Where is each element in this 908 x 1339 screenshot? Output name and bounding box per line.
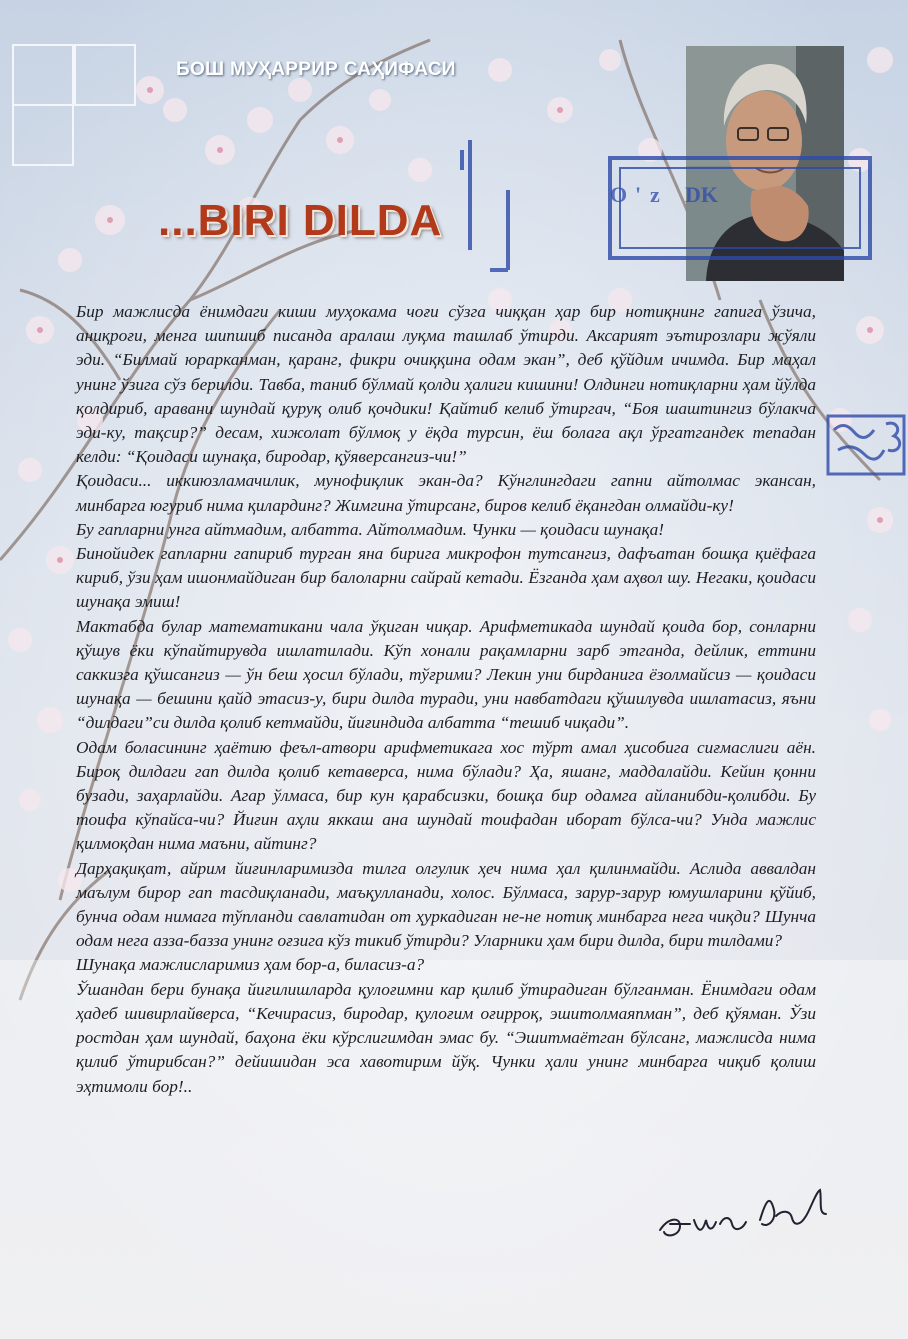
article-paragraph: Дарҳақиқат, айрим йиғинларимизда тилга олгулик ҳеч нима ҳал қилинмайди. Аслида аввалдан маълум бирор гап тасдиқланади, маъқулланади, холос. Бўлмаса, зарур-зарур юмушларини қўйиб, бунча одам нимага тўпланди савлатидан от ҳуркадиган не-не нотиқ минбарга нега чиқди? Шунча одам нега азза-базза унинг оғзига кўз тикиб ўтирди? Уларники ҳам бири дилда, бири тилдами? — [76, 858, 816, 951]
article-paragraph: Ўшандан бери бунақа йиғилишларда қулоғимни кар қилиб ўтирадиган бўлганман. Ёнимдаги одам ҳадеб шивирлайверса, “Кечирасиз, биродар, қулоғим оғирроқ, эшитолмаяпман”, деб қўяман. Ўзи ростдан ҳам шундай, баҳона ёки кўрслигимдан эмас бу. “Эшитмаётган бўлсанг, мажлисда нима қилиб ўтирибсан?” дейишидан эса хавотирим йўқ. Чунки ҳали унинг минбарга чиқиб қолиш эҳтимоли бор!.. — [76, 979, 816, 1096]
svg-text:DK: DK — [685, 182, 718, 207]
article-paragraph: Бу гапларни унга айтмадим, албатта. Айтолмадим. Чунки — қоидаси шунақа! — [76, 519, 664, 539]
svg-text:O: O — [610, 182, 628, 207]
section-title: БОШ МУҲАРРИР САҲИФАСИ — [176, 59, 456, 80]
corner-squares-decoration — [12, 44, 136, 166]
author-signature — [650, 1180, 850, 1250]
headline: ...BIRI DILDA — [158, 196, 443, 245]
inventory-stamp — [824, 410, 908, 478]
svg-text:': ' — [635, 182, 642, 207]
article-paragraph: Мактабда булар математикани чала ўқиган чиқар. Арифметикада шундай қоида бор, сонларни қўшув ёки кўпайтирувда ишлатилади. Кўп хонали рақамларни зарб этганда, дейлик, еттини саккизга қўшсангиз — ўн беш ҳосил бўлади, тўғрими? Лекин уни бирданига ёзолмайсиз — қоидаси шунақа — бешини қайд этасиз-у, бири дилда туради, уни навбатдаги қўшилувда ишлатасиз, яъни “дилдаги”си дилда қолиб кетмайди, йиғиндида албатта “тешиб чиқади”. — [76, 616, 816, 733]
article-body — [76, 300, 816, 1099]
svg-text:z: z — [650, 182, 660, 207]
article-paragraph: Бир мажлисда ёнимдаги киши муҳокама чоғи сўзга чиққан ҳар бир нотиқнинг гапига ўзича, аниқроғи, менга шипшиб писанда аралаш луқма ташлаб ўтирди. Аксарият эътирозлари жўяли эди. “Билмай юрарканман, қаранг, фикри очиққина одам экан”, деб қўйдим ичимда. Бир маҳал унинг ўзига сўз берилди. Тавба, таниб бўлмай қолди ҳалиги кишини! Олдинги нотиқларни ҳам йўлда қолдириб, аравани шундай қуруқ олиб қочдики! Қайтиб келиб ўтиргач, “Боя шаштингиз бўлакча эди-ку, тақсир?” десам, хижолат бўлмоқ у ёқда турсин, ёш болага ақл ўргатгандек тепадан келди: “Қоидаси шунақа, биродар, қўяверсангиз-чи!” — [76, 302, 816, 467]
article-paragraph: Шунақа мажлисларимиз ҳам бор-а, биласиз-а? — [76, 955, 425, 975]
article-paragraph: Одам боласининг ҳаётию феъл-атвори арифметикага хос тўрт амал ҳисобига сиғмаслиги аён. Бироқ дилдаги гап дилда қолиб кетаверса, нима бўлади? Ҳа, яшанг, маддалайди. Кейин қонни бузади, заҳарлайди. Агар ўлмаса, бир кун қарабсизки, бошқа бир одамга айланибди-қолибди. Бу тоифа кўпайса-чи? Йиғин аҳли яккаш ана шундай тоифадан иборат бўлса-чи? Унда мажлис қилмоқдан нима маъни, айтинг? — [76, 737, 816, 854]
article-paragraph: Қоидаси... иккиюзламачилик, мунофиқлик экан-да? Кўнглингдаги гапни айтолмас экансан, минбарга югуриб нима қилардинг? Жимгина ўтирсанг, биров келиб ёқангдан олмайди-ку! — [76, 471, 816, 515]
library-stamp — [460, 130, 908, 290]
article-paragraph: Бинойидек гапларни гапириб турган яна бирига микрофон тутсангиз, дафъатан бошқа қиёфага кириб, ўзи ҳам ишонмайдиган бир балоларни сайрай кетади. Ёзганда ҳам аҳвол шу. Негаки, қоидаси шунақа эмиш! — [76, 544, 816, 612]
